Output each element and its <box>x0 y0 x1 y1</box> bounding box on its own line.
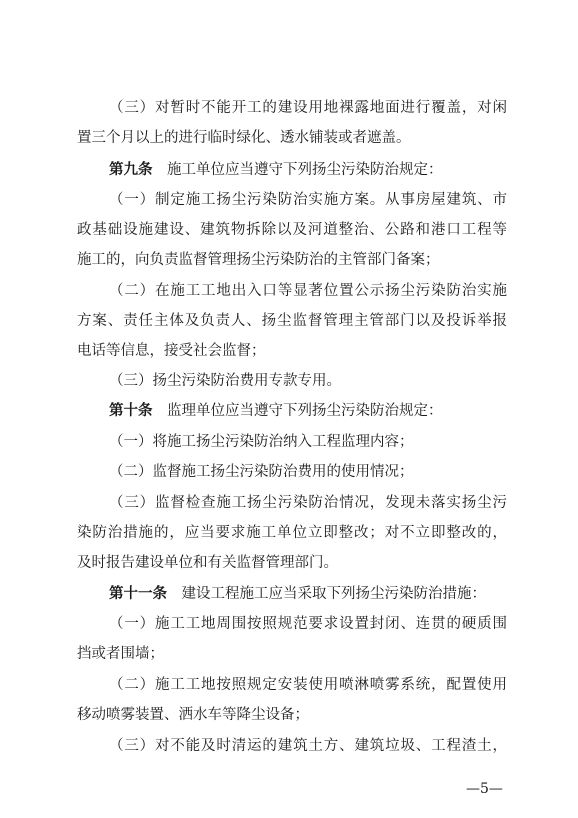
line-text: 挡或者围墙； <box>77 646 164 662</box>
line-text: （三）监督检查施工扬尘污染防治情况，发现未落实扬尘污 <box>109 495 507 511</box>
line-text: 施工单位应当遵守下列扬尘污染防治规定： <box>167 162 443 178</box>
paragraph-line <box>77 341 507 361</box>
paragraph-line <box>109 281 507 301</box>
article-number: 第九条 <box>109 162 153 178</box>
line-text: （一）将施工扬尘污染防治纳入工程监理内容； <box>109 434 414 450</box>
paragraph-line <box>109 736 507 756</box>
line-text: 移动喷雾装置、洒水车等降尘设备； <box>77 707 309 723</box>
page-number: —5— <box>466 781 503 797</box>
paragraph-line <box>109 462 507 482</box>
line-text: 监理单位应当遵守下列扬尘污染防治规定： <box>167 403 443 419</box>
line-text: （二）施工工地按照规定安装使用喷淋喷雾系统，配置使用 <box>109 677 507 693</box>
line-text: （三）扬尘污染防治费用专款专用。 <box>109 373 341 389</box>
paragraph-line <box>109 614 507 634</box>
line-text: 置三个月以上的进行临时绿化、透水铺装或者遮盖。 <box>77 130 411 146</box>
paragraph-line <box>77 644 507 664</box>
line-text: （一）施工工地周围按照规范要求设置封闭、连贯的硬质围 <box>109 616 507 632</box>
paragraph-line <box>109 675 507 695</box>
paragraph-line <box>77 250 507 270</box>
line-text: 及时报告建设单位和有关监督管理部门。 <box>77 555 338 571</box>
paragraph-line <box>109 190 507 210</box>
paragraph-line <box>109 371 507 391</box>
line-text: （一）制定施工扬尘污染防治实施方案。从事房屋建筑、市 <box>109 192 507 208</box>
line-text: 政基础设施建设、建筑物拆除以及河道整治、公路和港口工程等 <box>77 222 507 238</box>
line-text: （二）在施工工地出入口等显著位置公示扬尘污染防治实施 <box>109 283 507 299</box>
paragraph-line <box>109 493 507 513</box>
paragraph-line <box>109 432 507 452</box>
article-line <box>109 160 507 180</box>
article-number: 第十一条 <box>109 586 167 602</box>
line-text: （二）监督施工扬尘污染防治费用的使用情况； <box>109 464 414 480</box>
line-text: 染防治措施的，应当要求施工单位立即整改；对不立即整改的， <box>77 525 507 541</box>
article-line <box>109 401 507 421</box>
paragraph-line <box>77 523 507 543</box>
paragraph-line <box>77 311 507 331</box>
paragraph-line <box>77 553 507 573</box>
line-text: 电话等信息，接受社会监督； <box>77 343 266 359</box>
article-number: 第十条 <box>109 403 153 419</box>
paragraph-line <box>109 98 507 118</box>
line-text: 建设工程施工应当采取下列扬尘污染防治措施： <box>181 586 486 602</box>
paragraph-line <box>77 705 507 725</box>
line-text: （三）对暂时不能开工的建设用地裸露地面进行覆盖，对闲 <box>109 100 507 116</box>
line-text: （三）对不能及时清运的建筑土方、建筑垃圾、工程渣土， <box>109 738 507 754</box>
line-text: 施工的，向负责监督管理扬尘污染防治的主管部门备案； <box>77 252 440 268</box>
article-line <box>109 584 507 604</box>
paragraph-line <box>77 220 507 240</box>
line-text: 方案、责任主体及负责人、扬尘监督管理主管部门以及投诉举报 <box>77 313 507 329</box>
paragraph-line <box>77 128 507 148</box>
